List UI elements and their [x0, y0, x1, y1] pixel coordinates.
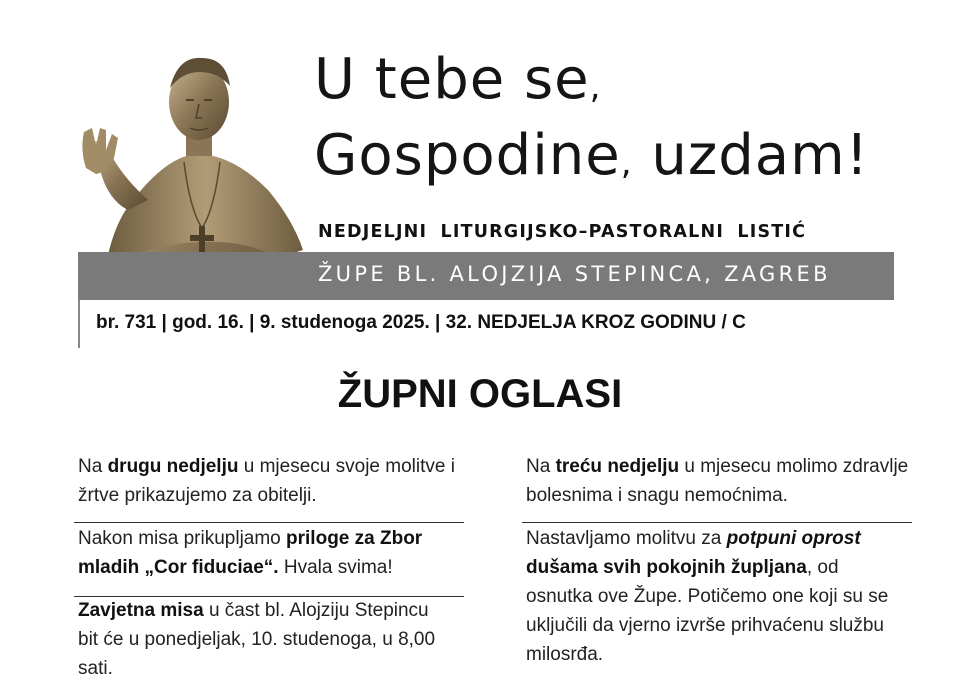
- header-title-line1-text: U tebe se: [314, 47, 590, 112]
- header-title-line2: [314, 124, 869, 195]
- note-text: , od osnutka ove Župe. Potičemo one koji su se uključili da vjerno izvrše prihvaćenu službu milosrđa.: [526, 557, 889, 665]
- section-heading: ŽUPNI OGLASI: [337, 372, 623, 416]
- note-emphasis: dušama svih pokojnih župljana: [526, 557, 807, 578]
- note-text: u čast bl. Alojziju Stepincu bit će u ponedjeljak, 10. studenoga, u 8,00 sati.: [78, 600, 436, 679]
- header-title-line2-b: uzdam!: [651, 123, 870, 188]
- note-text: Na: [78, 456, 108, 477]
- note-left-1: [78, 452, 466, 510]
- note-emphasis: Zavjetna misa: [78, 600, 204, 621]
- note-emphasis-italic: potpuni oprost: [726, 528, 861, 549]
- note-text: Hvala svima!: [278, 557, 393, 578]
- note-text: Nastavljamo molitvu za: [526, 528, 727, 549]
- divider: [522, 522, 912, 523]
- note-left-2: [78, 524, 466, 582]
- note-left-3: [78, 596, 448, 683]
- note-text: u mjesecu molimo zdravlje bolesnima i snagu nemoćnima.: [526, 456, 909, 506]
- note-right-2: [526, 524, 910, 669]
- header-title-line2-a: Gospodine: [314, 123, 621, 188]
- issue-line: br. 731 | god. 16. | 9. studenoga 2025. | 32. NEDJELJA KROZ GODINU / C: [96, 312, 746, 333]
- note-text: Nakon misa prikupljamo: [78, 528, 287, 549]
- header-subtitle: NEDJELJNI LITURGIJSKO–PASTORALNI LISTIĆ: [318, 222, 807, 242]
- header-band-text: ŽUPE BL. ALOJZIJA STEPINCA, ZAGREB: [318, 262, 831, 286]
- header-title-comma-2: ,: [620, 143, 633, 183]
- note-text: Na: [526, 456, 556, 477]
- note-emphasis: priloge za Zbor mladih „Cor fiduciae“.: [78, 528, 423, 578]
- note-emphasis: treću nedjelju: [555, 456, 680, 477]
- issue-line-rule: [78, 300, 80, 348]
- divider: [74, 522, 464, 523]
- note-emphasis: drugu nedjelju: [107, 456, 239, 477]
- header-title-comma-1: ,: [589, 67, 602, 107]
- note-text: u mjesecu svoje molitve i žrtve prikazujemo za obitelji.: [78, 456, 455, 506]
- note-right-1: [526, 452, 916, 510]
- header-title-line1: [314, 48, 601, 119]
